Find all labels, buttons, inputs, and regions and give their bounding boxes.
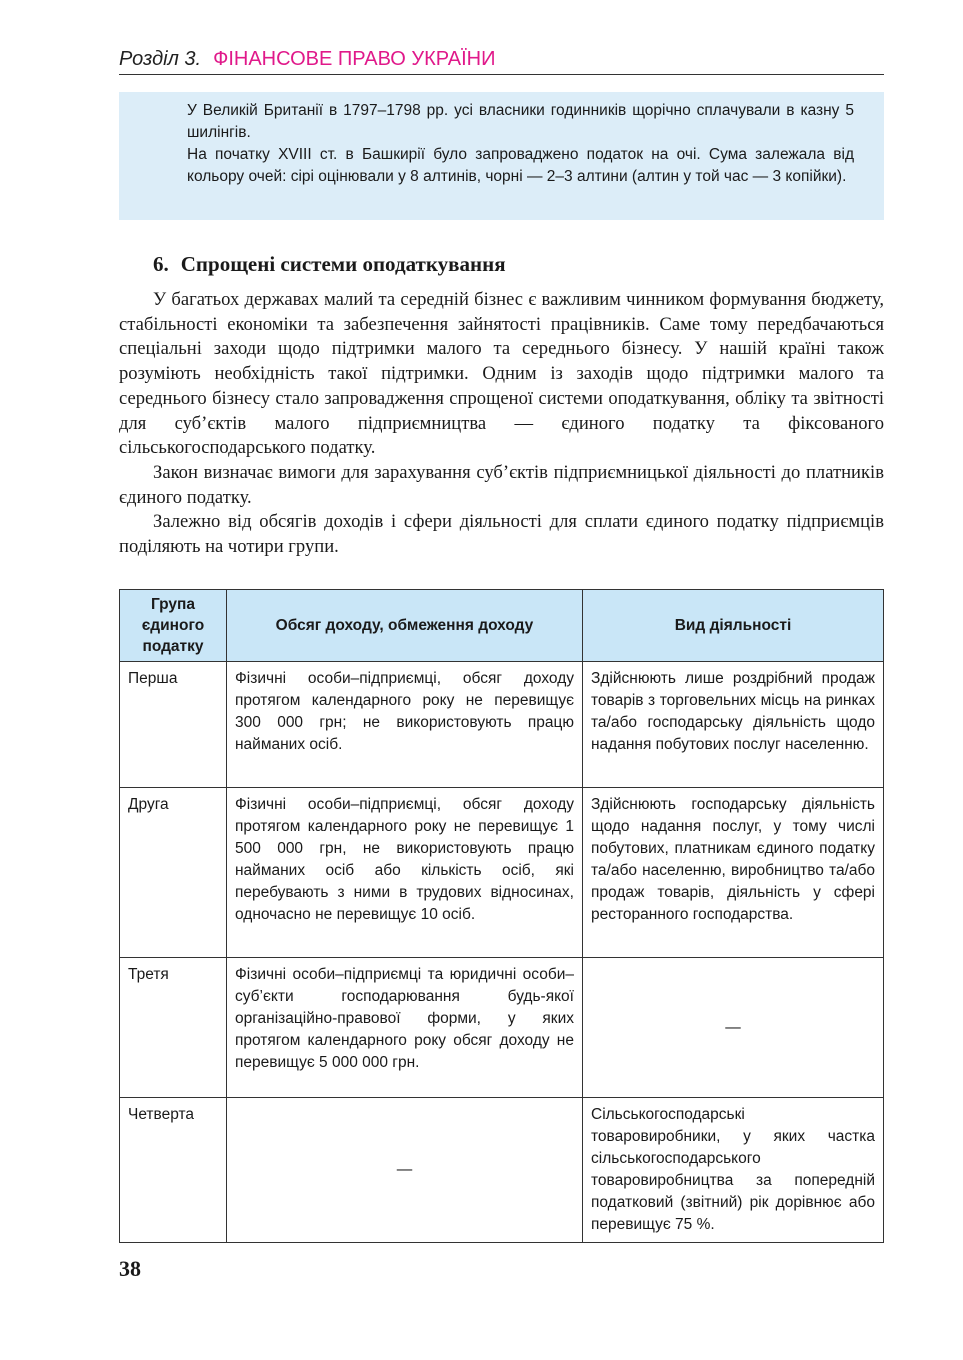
cell-activity: Здійснюють господарську діяльність щодо надання послуг, у тому числі побутових, платникам єдиного податку та/або населенню, виробництво та/або продаж товарів, діяльність у сфері ресторанного господарства. <box>583 788 884 958</box>
table-row <box>120 662 884 788</box>
cell-group: Друга <box>120 788 227 958</box>
body-paragraph: Залежно від обсягів доходів і сфери діяльності для сплати єдиного податку підприємців поділяють на чотири групи. <box>119 511 884 558</box>
section-label: Розділ 3. <box>119 48 202 70</box>
table-header-row <box>120 590 884 662</box>
table-row <box>120 788 884 958</box>
table-row <box>120 1098 884 1243</box>
table-row <box>120 958 884 1098</box>
section-heading <box>153 252 506 277</box>
body-paragraph: У багатьох державах малий та середній бізнес є важливим чинником формування бюджету, стабільності економіки та забезпечення зайнятості працівників. Саме тому передбачаються спеціальні заходи щодо підтримки малого та середнього бізнесу. У нашій країні також розуміють необхідність такої підтримки. Одним із заходів щодо підтримки малого та середнього бізнесу стало запровадження спрощеної системи оподаткування, обліку та звітності для суб’єктів малого підприємництва — єдиного податку та фіксованого сільськогосподарського податку. <box>119 289 884 459</box>
fact-paragraph: На початку XVIII ст. в Башкирії було запроваджено податок на очі. Сума залежала від кольору очей: сірі оцінювали у 8 алтинів, чорні — 2–3 алтини (алтин у той час — 3 копійки). <box>187 146 854 185</box>
cell-group: Третя <box>120 958 227 1098</box>
section-number: 6. <box>153 252 169 276</box>
cell-income: Фізичні особи–підприємці та юридичні особи–суб’єкти господарювання будь-якої організаційно-правової форми, у яких протягом календарного року обсяг доходу не перевищує 5 000 000 грн. <box>227 958 583 1098</box>
cell-group: Перша <box>120 662 227 788</box>
header-income: Обсяг доходу, обмеження доходу <box>227 590 583 662</box>
cell-income: — <box>227 1098 583 1243</box>
cell-activity: Сільськогосподарські товаровиробники, у яких частка сільськогосподарського товаровиробництва за попередній податковий (звітний) рік дорівнює або перевищує 75 %. <box>583 1098 884 1243</box>
section-title: Спрощені системи оподаткування <box>180 252 506 276</box>
body-text <box>119 288 884 560</box>
cell-group: Четверта <box>120 1098 227 1243</box>
body-paragraph: Закон визначає вимоги для зарахування суб’єктів підприємницької діяльності до платників єдиного податку. <box>119 461 884 508</box>
cell-income: Фізичні особи–підприємці, обсяг доходу протягом календарного року не перевищує 300 000 грн; не використовують працю найманих осіб. <box>227 662 583 788</box>
cell-income: Фізичні особи–підприємці, обсяг доходу протягом календарного року не перевищує 1 500 000 грн, не використовують працю найманих осіб або кількість осіб, які перебувають з ними в трудових відносинах, одночасно не перевищує 10 осіб. <box>227 788 583 958</box>
cell-activity: — <box>583 958 884 1098</box>
cell-activity: Здійснюють лише роздрібний продаж товарів з торговельних місць на ринках та/або господарську діяльність щодо надання побутових послуг населенню. <box>583 662 884 788</box>
header-activity: Вид діяльності <box>583 590 884 662</box>
chapter-title: ФІНАНСОВЕ ПРАВО УКРАЇНИ <box>213 48 496 70</box>
fact-paragraph: У Великій Британії в 1797–1798 рр. усі власники годинників щорічно сплачували в казну 5 шилінгів. <box>187 102 854 141</box>
page-number: 38 <box>119 1256 141 1281</box>
tax-groups-table <box>119 589 884 1243</box>
header-group: Група єдиного податку <box>120 590 227 662</box>
fact-box <box>119 92 884 220</box>
page-header <box>119 48 884 75</box>
